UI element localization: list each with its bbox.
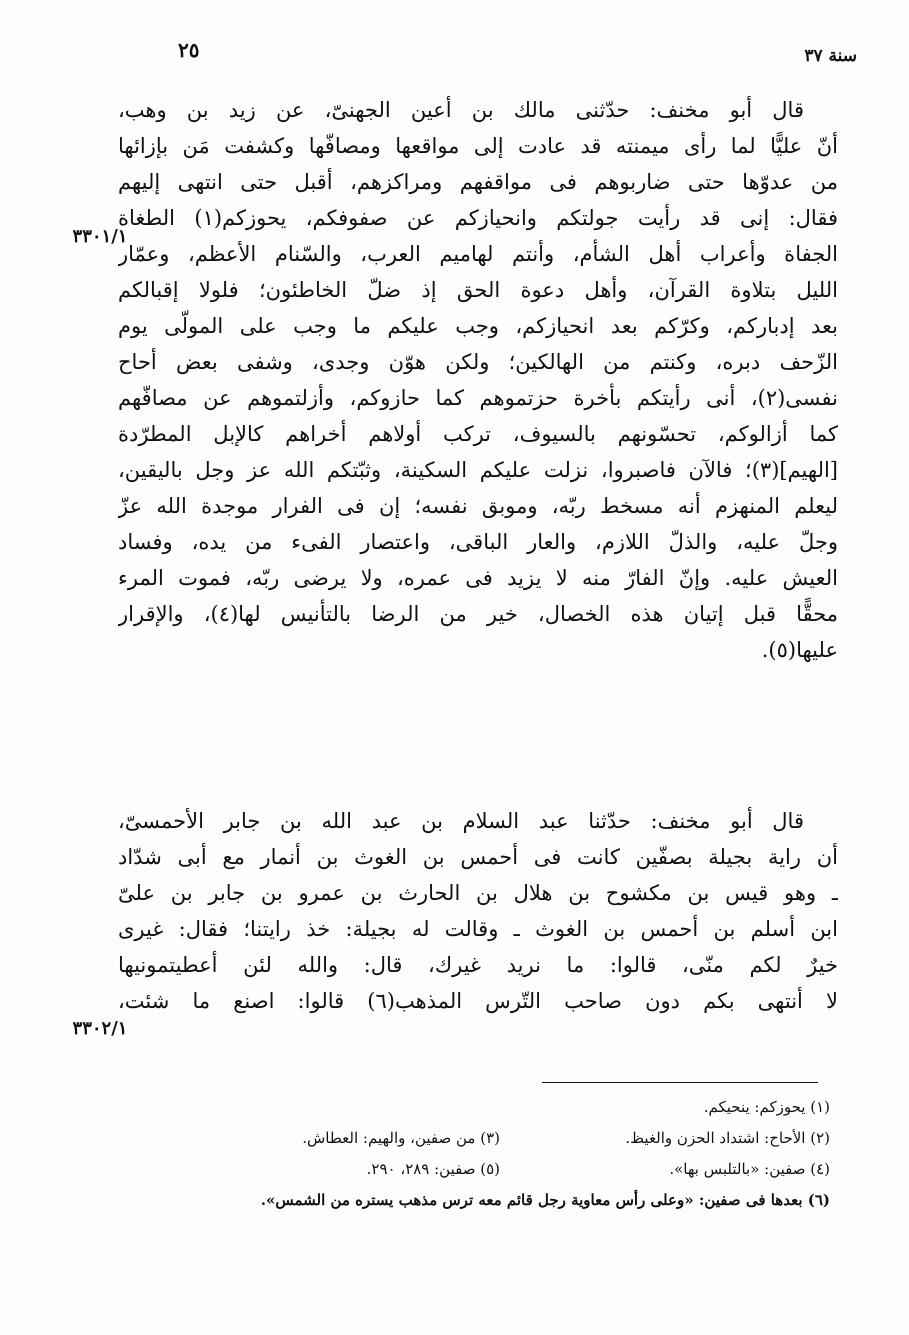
paragraph-1 [118, 92, 838, 668]
paragraph-2 [118, 803, 838, 1019]
text-line: لا أنتهى بكم دون صاحب التّرس المذهب(٦) قالوا: اصنع ما شئت، [118, 989, 838, 1013]
text-line: العيش عليه. وإنّ الفارّ منه لا يزيد فى عمره، ولا يرضى ربّه، فموت المرء [118, 566, 838, 590]
text-line: أن راية بجيلة بصفّين كانت فى أحمس بن الغوث بن أنمار مع أبى شدّاد [118, 845, 838, 869]
footnote-row [150, 1123, 830, 1154]
text-line: ابن أسلم بن أحمس بن الغوث ـ وقالت له بجيلة: خذ رايتنا؛ فقال: غيرى [118, 917, 838, 941]
footnote: (٤) صفين: «بالتلبس بها». [669, 1160, 830, 1178]
text-line: عليها(٥). [761, 638, 838, 662]
margin-reference: ٣٣٠١/١ [72, 226, 128, 247]
text-line: ـ وهو قيس بن مكشوح بن هلال بن الحارث بن عمرو بن جابر بن علىّ [118, 881, 838, 905]
text-line: نفسى(٢)، أنى رأيتكم بأخرة حزتموهم كما حازوكم، وأزلتموهم عن مصافّهم [118, 386, 838, 410]
text-line: كما أزالوكم، تحسّونهم بالسيوف، تركب أولاهم أخراهم كالإبل المطرّدة [118, 422, 838, 446]
footnote: (١) يحوزكم: ينحيكم. [703, 1098, 830, 1116]
text-line: أنّ عليًّا لما رأى ميمنته قد عادت إلى مواقعها ومصافّها وكشفت مَن بإزائها [118, 134, 838, 158]
year-header: سنة ٣٧ [804, 46, 857, 66]
page-number: ٢٥ [178, 38, 200, 62]
footnote: (٥) صفين: ٢٨٩، ٢٩٠. [366, 1160, 500, 1178]
footnote-row [150, 1185, 830, 1216]
text-line: الليل بتلاوة القرآن، وأهل دعوة الحق إذ ضلّ الخاطئون؛ فلولا إقبالكم [118, 278, 838, 302]
footnote: (٣) من صفين، والهيم: العطاش. [302, 1129, 500, 1147]
text-line: وجلّ عليه، والذلّ اللازم، والعار الباقى، واعتصار الفىء من يده، وفساد [118, 530, 838, 554]
text-line: فقال: إنى قد رأيت جولتكم وانحيازكم عن صفوفكم، يحوزكم(١) الطغاة [118, 206, 838, 230]
text-line: قال أبو مخنف: حدّثنا عبد السلام بن عبد الله بن جابر الأحمسىّ، [118, 809, 804, 833]
footnote: (٦) بعدها فى صفين: «وعلى رأس معاوية رجل قائم معه ترس مذهب يستره من الشمس». [260, 1191, 830, 1209]
margin-reference: ٣٣٠٢/١ [72, 1018, 128, 1039]
footnote-divider [542, 1082, 818, 1083]
text-line: من عدوّها حتى ضاربوهم فى مواقفهم ومراكزهم، أقبل حتى انتهى إليهم [118, 170, 838, 194]
text-line: قال أبو مخنف: حدّثنى مالك بن أعين الجهنىّ، عن زيد بن وهب، [118, 98, 804, 122]
footnote: (٢) الأحاح: اشتداد الحزن والغيظ. [625, 1129, 830, 1147]
text-line: بعد إدباركم، وكرّكم بعد انحيازكم، وجب عليكم ما وجب على المولّى يوم [118, 314, 838, 338]
text-line: الجفاة وأعراب أهل الشأم، وأنتم لهاميم العرب، والسّنام الأعظم، وعمّار [118, 242, 838, 266]
text-line: محقًّا قبل إتيان هذه الخصال، خير من الرضا بالتأنيس لها(٤)، والإقرار [118, 602, 838, 626]
footnotes [150, 1092, 830, 1216]
text-line: خيرٌ لكم منّى، قالوا: ما نريد غيرك، قال: والله لئن أعطيتمونيها [118, 953, 838, 977]
footnote-row [150, 1092, 830, 1123]
footnote-row [150, 1154, 830, 1185]
text-line: ليعلم المنهزم أنه مسخط ربّه، وموبق نفسه؛ إن فى الفرار موجدة الله عزّ [118, 494, 838, 518]
text-line: الزّحف دبره، وكنتم من الهالكين؛ ولكن هوّن وجدى، وشفى بعض أحاح [118, 350, 838, 374]
text-line: [الهيم](٣)؛ فالآن فاصبروا، نزلت عليكم السكينة، وثبّتكم الله عز وجل باليقين، [118, 458, 838, 482]
